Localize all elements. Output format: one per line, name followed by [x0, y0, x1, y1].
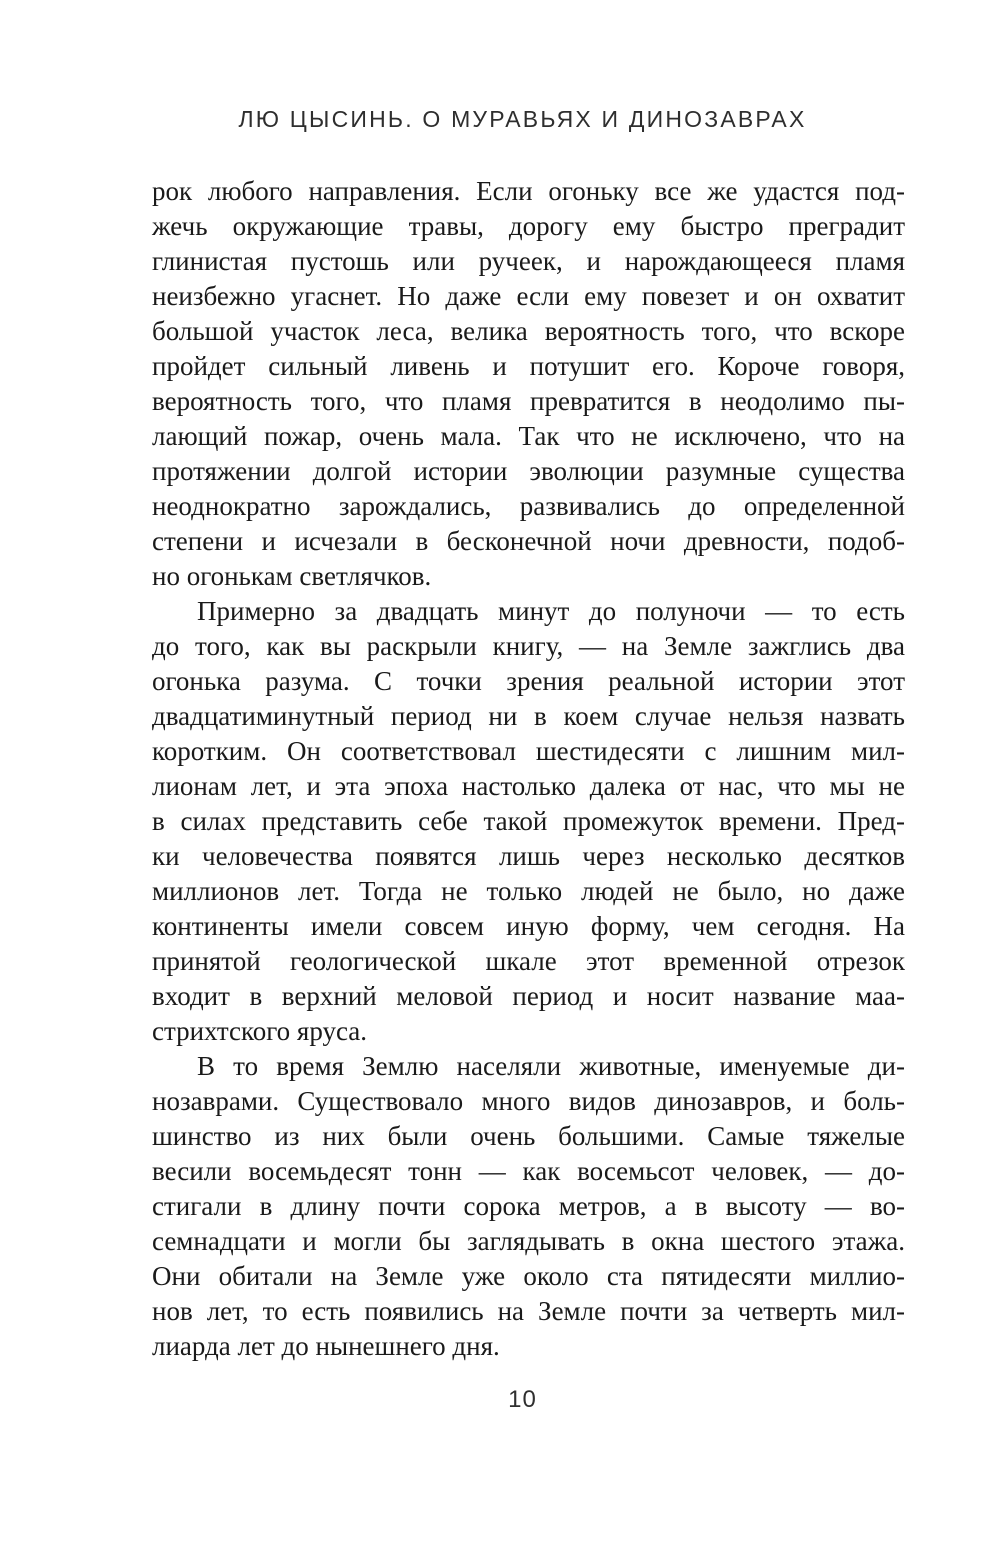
text-line-content: нов лет, то есть появились на Земле почти за четверть мил- — [152, 1296, 905, 1326]
text-line — [152, 1084, 905, 1119]
text-line — [152, 594, 905, 629]
text-line-content: лионам лет, и эта эпоха настолько далека от нас, что мы не — [152, 771, 905, 801]
paragraph — [152, 174, 905, 594]
text-line-content: шинство из них были очень большими. Самые тяжелые — [152, 1121, 905, 1151]
text-line-content: принятой геологической шкале этот временной отрезок — [152, 946, 905, 976]
page-number: 10 — [508, 1386, 537, 1413]
text-line-content: жечь окружающие травы, дорогу ему быстро преградит — [152, 211, 905, 241]
text-line — [152, 1154, 905, 1189]
text-line — [152, 419, 905, 454]
text-line-content: стрихтского яруса. — [152, 1016, 368, 1046]
text-line — [152, 839, 905, 874]
text-line-content: Примерно за двадцать минут до полуночи — то есть — [197, 596, 905, 626]
text-line-content: весили восемьдесят тонн — как восемьсот человек, — до- — [152, 1156, 905, 1186]
text-line — [152, 454, 905, 489]
text-line — [152, 1119, 905, 1154]
text-line — [152, 664, 905, 699]
text-line-content: в силах представить себе такой промежуток времени. Пред- — [152, 806, 905, 836]
text-line — [152, 209, 905, 244]
paragraph — [152, 594, 905, 1049]
text-line-content: вероятность того, что пламя превратится в неодолимо пы- — [152, 386, 905, 416]
text-line-content: ки человечества появятся лишь через несколько десятков — [152, 841, 905, 871]
text-line-content: большой участок леса, велика вероятность того, что вскоре — [152, 316, 905, 346]
text-line-content: Они обитали на Земле уже около ста пятидесяти миллио- — [152, 1261, 905, 1291]
text-line-content: лающий пожар, очень мала. Так что не исключено, что на — [152, 421, 905, 451]
text-line — [152, 874, 905, 909]
text-line-content: рок любого направления. Если огоньку все же удастся под- — [152, 176, 905, 206]
text-line-content: В то время Землю населяли животные, именуемые ди- — [197, 1051, 905, 1081]
text-line-content: нозаврами. Существовало много видов динозавров, и боль- — [152, 1086, 905, 1116]
body-text — [152, 174, 905, 1364]
paragraph — [152, 1049, 905, 1364]
text-line — [152, 1294, 905, 1329]
text-line — [152, 174, 905, 209]
text-line — [152, 944, 905, 979]
text-line — [152, 804, 905, 839]
text-line-content: пройдет сильный ливень и потушит его. Короче говоря, — [152, 351, 905, 381]
text-line — [152, 244, 905, 279]
text-line — [152, 279, 905, 314]
text-line — [152, 699, 905, 734]
text-line — [152, 349, 905, 384]
text-line — [152, 1189, 905, 1224]
text-line — [152, 629, 905, 664]
text-line-content: коротким. Он соответствовал шестидесяти с лишним мил- — [152, 736, 905, 766]
text-line-content: глинистая пустошь или ручеек, и нарождающееся пламя — [152, 246, 905, 276]
text-line — [152, 909, 905, 944]
running-head: ЛЮ ЦЫСИНЬ. О МУРАВЬЯХ И ДИНОЗАВРАХ — [238, 106, 807, 132]
text-line-content: миллионов лет. Тогда не только людей не было, но даже — [152, 876, 905, 906]
text-line — [152, 314, 905, 349]
text-line-content: до того, как вы раскрыли книгу, — на Земле зажглись два — [152, 631, 905, 661]
text-line-content: входит в верхний меловой период и носит название маа- — [152, 981, 905, 1011]
text-line-content: неоднократно зарождались, развивались до определенной — [152, 491, 905, 521]
text-line-content: степени и исчезали в бесконечной ночи древности, подоб- — [152, 526, 905, 556]
text-line — [152, 1259, 905, 1294]
text-line-content: двадцатиминутный период ни в коем случае нельзя назвать — [152, 701, 905, 731]
text-line — [152, 1224, 905, 1259]
text-line-content: семнадцати и могли бы заглядывать в окна шестого этажа. — [152, 1226, 905, 1256]
text-line-content: огонька разума. С точки зрения реальной истории этот — [152, 666, 905, 696]
text-line — [152, 1049, 905, 1084]
text-line — [152, 734, 905, 769]
text-line-content: лиарда лет до нынешнего дня. — [152, 1331, 500, 1361]
text-line-content: но огонькам светлячков. — [152, 561, 432, 591]
text-line-content: протяжении долгой истории эволюции разумные существа — [152, 456, 905, 486]
text-line — [152, 1014, 905, 1049]
text-line — [152, 769, 905, 804]
text-line — [152, 559, 905, 594]
text-line — [152, 979, 905, 1014]
text-line — [152, 1329, 905, 1364]
text-line — [152, 489, 905, 524]
text-line-content: континенты имели совсем иную форму, чем сегодня. На — [152, 911, 905, 941]
text-line — [152, 524, 905, 559]
text-line-content: неизбежно угаснет. Но даже если ему повезет и он охватит — [152, 281, 905, 311]
text-line-content: стигали в длину почти сорока метров, а в высоту — во- — [152, 1191, 905, 1221]
text-line — [152, 384, 905, 419]
